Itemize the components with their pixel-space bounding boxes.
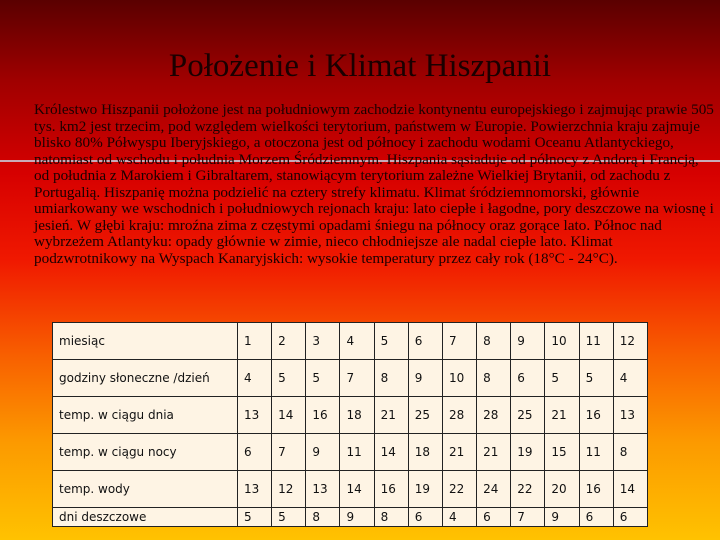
- table-cell: 16: [374, 471, 408, 508]
- table-cell: 4: [613, 360, 647, 397]
- table-row: [53, 397, 648, 434]
- table-cell: 5: [306, 360, 340, 397]
- row-label: godziny słoneczne /dzień: [53, 360, 238, 397]
- table-cell: 8: [306, 508, 340, 527]
- table-cell: 13: [613, 397, 647, 434]
- table-cell: 7: [442, 323, 476, 360]
- table-cell: 25: [511, 397, 545, 434]
- table-cell: 13: [306, 471, 340, 508]
- table-cell: 9: [340, 508, 374, 527]
- body-paragraph: Królestwo Hiszpanii położone jest na południowym zachodzie kontynentu europejskiego i zajmując prawie 505 tys. km2 jest trzecim, pod względem wielkości terytorium, państwem w Europie. Powierzchnia kraju zajmuje blisko 80% Półwyspu Iberyjskiego, a otoczona jest od północy i zachodu wodami Oceanu Atlantyckiego, natomiast od wschodu i południa Morzem Śródziemnym. Hiszpania sąsiaduje od północy z Andorą i Francją, od południa z Marokiem i Gibraltarem, stanowiącym terytorium zależne Wielkiej Brytanii, od zachodu z Portugalią. Hiszpanię można podzielić na cztery strefy klimatu. Klimat śródziemnomorski, głównie umiarkowany we wschodnich i południowych rejonach kraju: lato ciepłe i łagodne, pory deszczowe na wiosnę i jesień. W głębi kraju: mroźna zima z częstymi opadami śniegu na północy oraz gorące lato. Północ nad wybrzeżem Atlantyku: opady głównie w zimie, nieco chłodniejsze ale nadal ciepłe lato. Klimat podzwrotnikowy na Wyspach Kanaryjskich: wysokie temperatury przez cały rok (18°C - 24°C).: [34, 101, 714, 267]
- table-cell: 5: [238, 508, 272, 527]
- table-cell: 15: [545, 434, 579, 471]
- table-cell: 8: [374, 508, 408, 527]
- row-label: temp. wody: [53, 471, 238, 508]
- table-cell: 5: [545, 360, 579, 397]
- table-cell: 9: [306, 434, 340, 471]
- table-cell: 5: [374, 323, 408, 360]
- table-cell: 25: [408, 397, 442, 434]
- table-cell: 16: [306, 397, 340, 434]
- table-cell: 19: [408, 471, 442, 508]
- table-cell: 14: [613, 471, 647, 508]
- table-cell: 5: [272, 508, 306, 527]
- table-cell: 12: [272, 471, 306, 508]
- table-cell: 22: [442, 471, 476, 508]
- table-cell: 10: [545, 323, 579, 360]
- table-cell: 9: [511, 323, 545, 360]
- row-label: temp. w ciągu dnia: [53, 397, 238, 434]
- table-cell: 6: [408, 508, 442, 527]
- table-cell: 7: [511, 508, 545, 527]
- table-cell: 6: [613, 508, 647, 527]
- table-cell: 16: [579, 397, 613, 434]
- table-cell: 11: [340, 434, 374, 471]
- table-row: [53, 471, 648, 508]
- table-cell: 3: [306, 323, 340, 360]
- table-cell: 6: [477, 508, 511, 527]
- table-cell: 28: [442, 397, 476, 434]
- table-row: [53, 508, 648, 527]
- table-cell: 7: [272, 434, 306, 471]
- table-cell: 5: [272, 360, 306, 397]
- table-cell: 16: [579, 471, 613, 508]
- table-cell: 8: [613, 434, 647, 471]
- table-cell: 5: [579, 360, 613, 397]
- table-cell: 4: [238, 360, 272, 397]
- table-cell: 6: [238, 434, 272, 471]
- table-cell: 21: [545, 397, 579, 434]
- table-cell: 24: [477, 471, 511, 508]
- slide-title: Położenie i Klimat Hiszpanii: [168, 48, 552, 84]
- row-label: temp. w ciągu nocy: [53, 434, 238, 471]
- table-row: [53, 434, 648, 471]
- table-cell: 28: [477, 397, 511, 434]
- table-cell: 21: [442, 434, 476, 471]
- table-cell: 9: [545, 508, 579, 527]
- table-cell: 4: [442, 508, 476, 527]
- table-row: [53, 360, 648, 397]
- table-cell: 11: [579, 434, 613, 471]
- table-cell: 8: [374, 360, 408, 397]
- table-cell: 21: [477, 434, 511, 471]
- table-cell: 6: [579, 508, 613, 527]
- table-cell: 13: [238, 471, 272, 508]
- climate-table: [52, 322, 648, 527]
- table-cell: 4: [340, 323, 374, 360]
- table-cell: 22: [511, 471, 545, 508]
- table-cell: 14: [272, 397, 306, 434]
- table-cell: 12: [613, 323, 647, 360]
- table-cell: 8: [477, 323, 511, 360]
- table-cell: 13: [238, 397, 272, 434]
- table-cell: 14: [374, 434, 408, 471]
- table-cell: 2: [272, 323, 306, 360]
- table-cell: 7: [340, 360, 374, 397]
- table-cell: 18: [408, 434, 442, 471]
- table-cell: 19: [511, 434, 545, 471]
- table-cell: 6: [511, 360, 545, 397]
- table-cell: 21: [374, 397, 408, 434]
- table-row: [53, 323, 648, 360]
- row-label: miesiąc: [53, 323, 238, 360]
- table-cell: 6: [408, 323, 442, 360]
- row-label: dni deszczowe: [53, 508, 238, 527]
- table-cell: 8: [477, 360, 511, 397]
- table-cell: 18: [340, 397, 374, 434]
- table-cell: 1: [238, 323, 272, 360]
- table-cell: 9: [408, 360, 442, 397]
- table-cell: 14: [340, 471, 374, 508]
- table-cell: 11: [579, 323, 613, 360]
- table-cell: 10: [442, 360, 476, 397]
- table-cell: 20: [545, 471, 579, 508]
